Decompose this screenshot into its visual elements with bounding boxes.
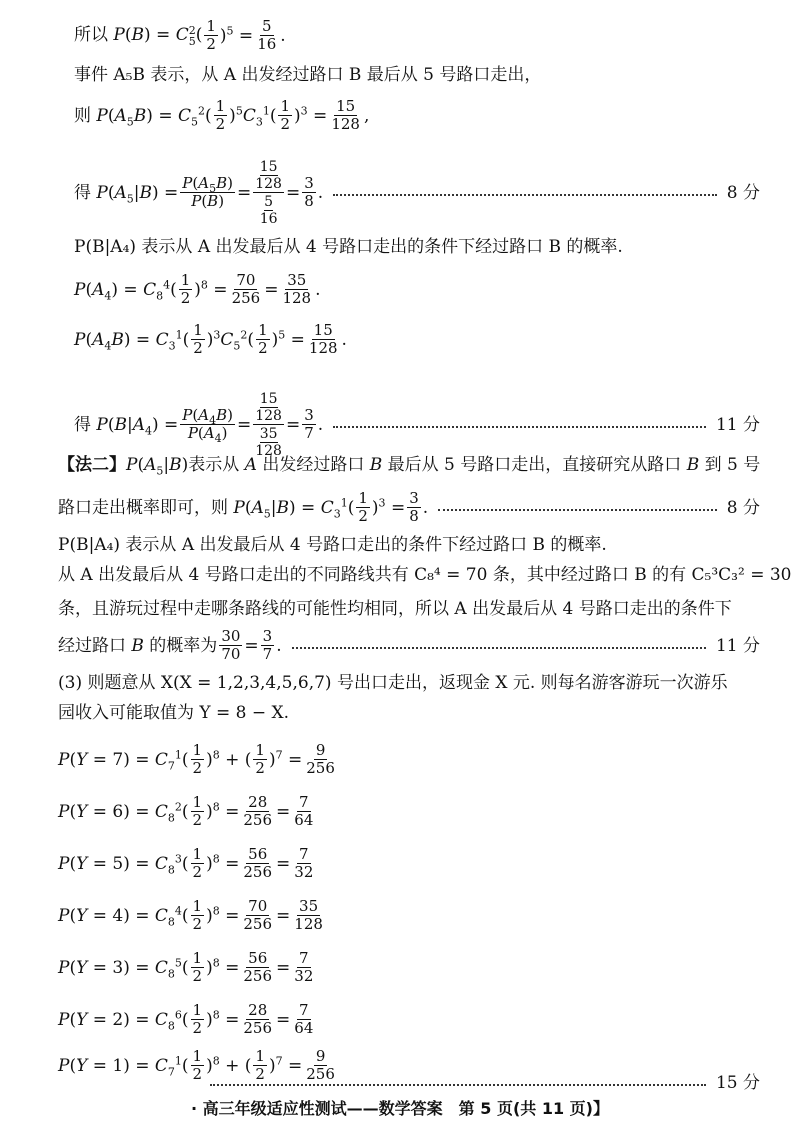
line-event-a5b [74,64,760,86]
line-prob-30-70: 经过路口 B 的概率为 $\frac{30}{70}$ = $\frac{3}{7}$ . 11 分 [58,627,760,663]
text-routes-2: 条，且游玩过程中走哪条路线的可能性均相同，所以 A 出发最后从 4 号路口走出的条件下 [58,599,732,619]
line-y3: $P(Y = 3) = C_8^5$( $\frac{1}{2}$ )$^8$ = $\frac{56}{256}$ = $\frac{7}{32}$ [58,949,314,985]
line-routes-2 [58,598,760,620]
score-8-method2: 8 分 [726,497,760,518]
line-pa5-given-b: 得 $P(A_5|B)$ = $\frac{P(A_5B)}{P(B)}$ = $\frac{\frac{15}{128}}{\frac{5}{16}}$ = $\frac{3}{8}$ . 8 分 [74,159,760,227]
line-y6: $P(Y = 6) = C_8^2$( $\frac{1}{2}$ )$^8$ = $\frac{28}{256}$ = $\frac{7}{64}$ [58,793,314,829]
line-y4: $P(Y = 4) = C_8^4$( $\frac{1}{2}$ )$^8$ = $\frac{70}{256}$ = $\frac{35}{128}$ [58,897,323,933]
score-8: 8 分 [726,182,760,203]
line-pb-given-a4: 得 $P(B|A_4)$ = $\frac{P(A_4B)}{P(A_4)}$ = $\frac{\frac{15}{128}}{\frac{35}{128}}$ = $\frac{3}{7}$ . 11 分 [74,391,760,459]
line-y7: $P(Y = 7) = C_7^1$( $\frac{1}{2}$ )$^8$ + ( $\frac{1}{2}$ )$^7$ = $\frac{9}{256}$ [58,741,335,777]
line-part3 [58,672,760,694]
text-event-a5b: 事件 A₅B 表示，从 A 出发经过路口 B 最后从 5 号路口走出， [74,65,542,85]
line-method2-desc [58,534,760,556]
page-footer: · 高三年级适应性测试——数学答案 第 5 页(共 11 页)】 [191,1099,609,1118]
line-pb-given-a4-desc [74,236,760,258]
text-routes: 从 A 出发最后从 4 号路口走出的不同路线共有 C₈⁴ = 70 条，其中经过路口 B 的有 C₅³C₃² = 30 [58,565,792,585]
line-pb: 所以 P(B) = C 2 5 ( $\frac{1}{2}$ )$^5$ = $\frac{5}{16}$ . [74,17,286,53]
line-pa4: $P(A_4) = C_8^4$( $\frac{1}{2}$ )$^8$ = $\frac{70}{256}$ = $\frac{35}{128}$ . [74,271,321,307]
score-11: 11 分 [715,414,760,435]
text-part3-y: 园收入可能取值为 Y = 8 − X. [58,703,290,723]
score-11-method2: 11 分 [715,635,760,656]
line-y5: $P(Y = 5) = C_8^3$( $\frac{1}{2}$ )$^8$ = $\frac{56}{256}$ = $\frac{7}{32}$ [58,845,314,881]
line-y2: $P(Y = 2) = C_8^6$( $\frac{1}{2}$ )$^8$ = $\frac{28}{256}$ = $\frac{7}{64}$ [58,1001,314,1037]
line-routes [58,564,792,586]
text-method2-desc: P(B|A₄) 表示从 A 出发最后从 4 号路口走出的条件下经过路口 B 的概率. [58,535,607,555]
method2-label: 【法二】 [58,455,126,475]
line-pa5b: 则 $P(A_5B) = C_5^2$( $\frac{1}{2}$ )$^5C_3^1$( $\frac{1}{2}$ )$^3$ = $\frac{15}{128}$ , [74,97,370,133]
line-final-score [210,1072,760,1094]
text-part3: (3) 则题意从 X(X = 1,2,3,4,5,6,7) 号出口走出，返现金 X 元. 则每名游客游玩一次游乐 [58,673,728,693]
score-15: 15 分 [715,1073,760,1093]
line-method2: 【法二】 $P(A_5|B)$表示从 A 出发经过路口 B 最后从 5 号路口走出，直接研究从路口 B 到 5 号 [58,455,761,478]
line-y1: $P(Y = 1) = C_7^1$( $\frac{1}{2}$ )$^8$ + ( $\frac{1}{2}$ )$^7$ = $\frac{9}{256}$ [58,1047,335,1083]
text-pb-given-a4-desc: P(B|A₄) 表示从 A 出发最后从 4 号路口走出的条件下经过路口 B 的概率. [74,237,623,257]
line-part3-y [58,702,760,724]
line-method2-calc: 路口走出概率即可，则 $P(A_5|B) = C_3^1$( $\frac{1}{2}$ )$^3$ = $\frac{3}{8}$ . 8 分 [58,489,760,525]
line-pa4b: $P(A_4B) = C_3^1$( $\frac{1}{2}$ )$^3C_5^2$( $\frac{1}{2}$ )$^5$ = $\frac{15}{128}$ . [74,321,347,357]
